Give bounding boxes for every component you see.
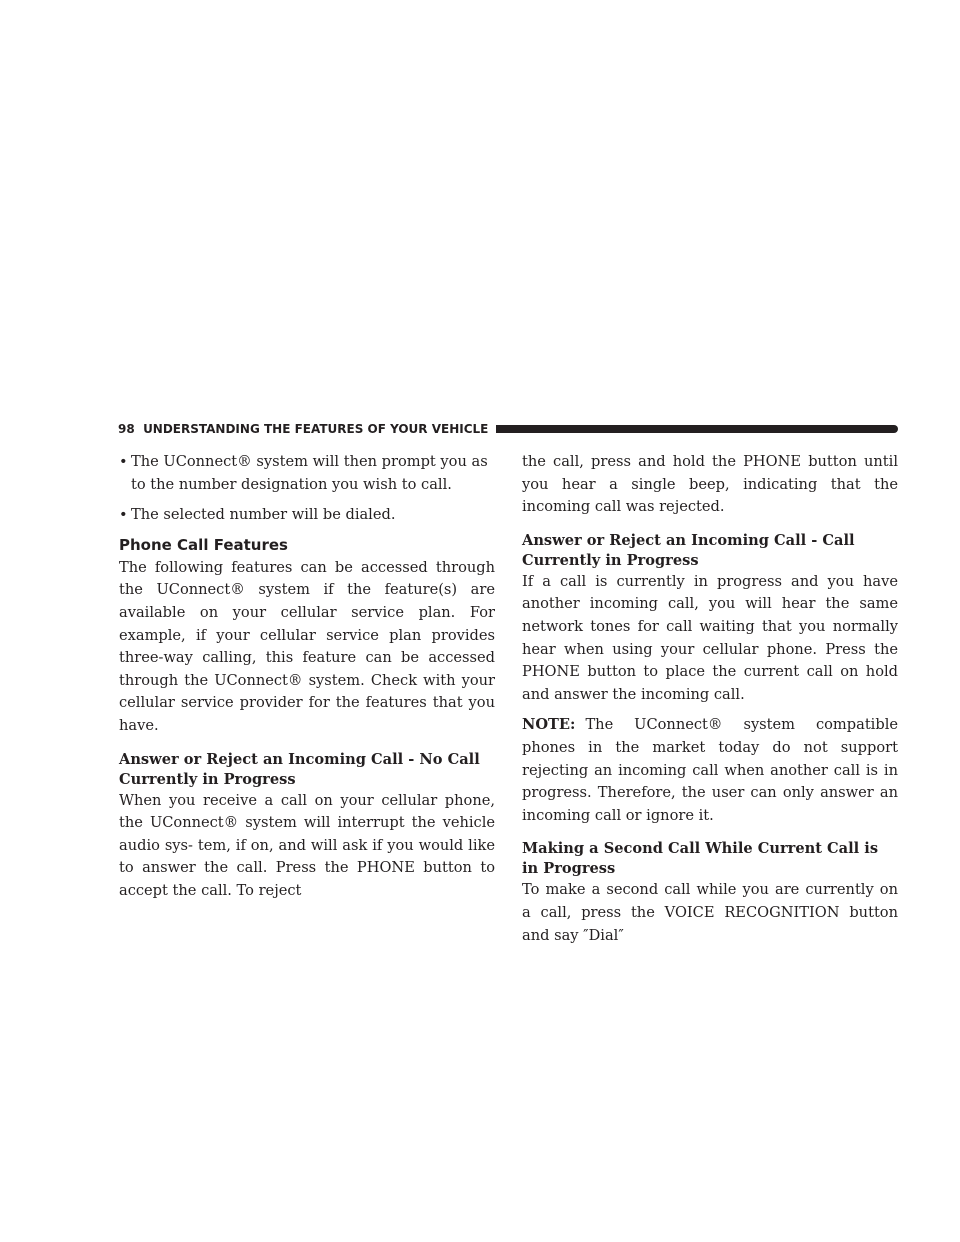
page-header-text	[118, 422, 488, 436]
page-number: 98	[118, 422, 135, 436]
subheading-no-call-in-progress: Answer or Reject an Incoming Call - No Call Currently in Progress	[119, 750, 480, 788]
right-column	[522, 451, 898, 947]
section-heading: Phone Call Features	[119, 535, 288, 554]
paragraph-receive-call: When you receive a call on your cellular phone, the UConnect® system will interrupt the vehicle audio sys- tem, if on, and will ask if you would like to answer the call. Press the PHONE button to accept the call. To reject	[119, 791, 495, 899]
bullet-text: The selected number will be dialed.	[131, 506, 396, 524]
subheading-call-in-progress: Answer or Reject an Incoming Call - Call Currently in Progress	[522, 531, 855, 569]
note-label: NOTE:	[522, 716, 576, 734]
bullet-icon: •	[119, 506, 128, 524]
note-paragraph	[522, 714, 898, 827]
paragraph-call-waiting: If a call is currently in progress and you have another incoming call, you will hear the same network tones for call waiting that you normally hear when using your cellular phone. Press the PHONE button to place the current call on hold and answer the incoming call.	[522, 572, 898, 703]
left-column	[119, 451, 495, 903]
section-title: UNDERSTANDING THE FEATURES OF YOUR VEHICLE	[143, 422, 489, 436]
note-text: The UConnect® system compatible phones in the market today do not support rejecting an incoming call when another call is in progress. Therefore, the user can only answer an incoming call or ignore it.	[522, 716, 898, 824]
list-item	[119, 504, 495, 527]
list-item	[119, 451, 495, 496]
paragraph-reject-continuation: the call, press and hold the PHONE button until you hear a single beep, indicating that the incoming call was rejected.	[522, 453, 898, 516]
header-rule-bar	[496, 425, 898, 433]
subheading-second-call: Making a Second Call While Current Call is in Progress	[522, 840, 879, 878]
bullet-icon: •	[119, 453, 128, 470]
intro-paragraph: The following features can be accessed through the UConnect® system if the feature(s) are available on your cellular service plan. For example, if your cellular service plan provides three-way calling, this feature can be accessed through the UConnect® system. Check with your cellular service provider for the features that you have.	[119, 558, 495, 734]
bullet-text: The UConnect® system will then prompt you as to the number designation you wish to call.	[131, 453, 488, 493]
page-header	[118, 422, 898, 436]
paragraph-second-call: To make a second call while you are currently on a call, press the VOICE RECOGNITION button and say ″Dial″	[522, 881, 898, 944]
